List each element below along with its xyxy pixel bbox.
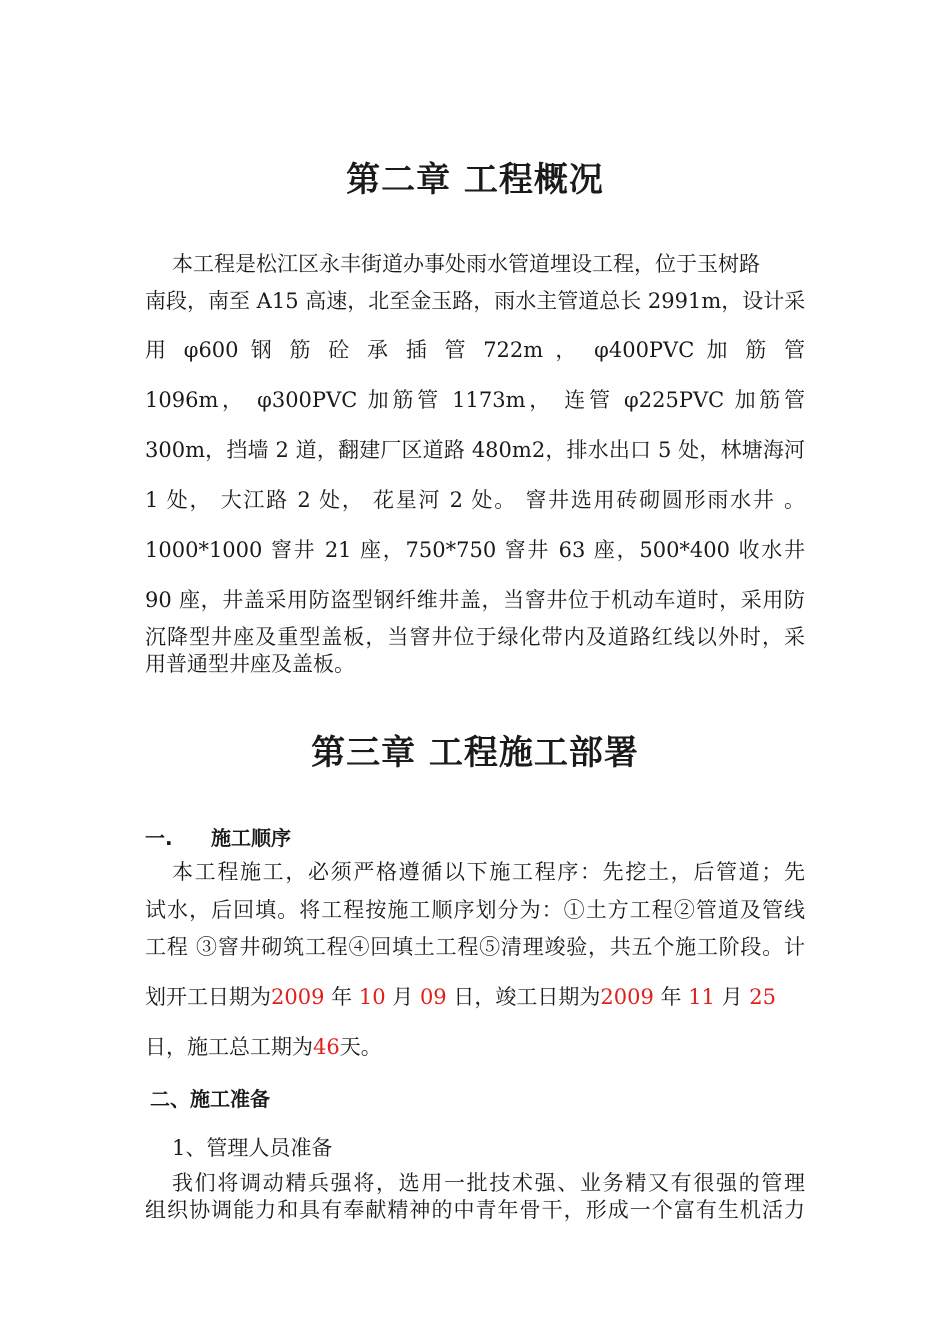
chapter-2-line-10: 用普通型井座及盖板。: [145, 652, 355, 676]
total-duration-line: [145, 1033, 805, 1061]
start-month: 10: [358, 985, 386, 1009]
section-1-title: 施工顺序: [211, 826, 291, 850]
chapter-2-title: 第二章 工程概况: [346, 160, 604, 200]
chapter-2-line-7: 1000*1000 窨井 21 座，750*750 窨井 63 座，500*400 收水井: [145, 538, 805, 562]
start-year: 2009: [271, 985, 325, 1009]
end-month: 11: [688, 985, 715, 1009]
schedule-start-prefix: 划开工日期为: [145, 985, 271, 1009]
end-month-unit: 月: [721, 985, 743, 1009]
day-unit: 日，: [453, 985, 496, 1009]
section-2-line-2: 组织协调能力和具有奉献精神的中青年骨干，形成一个富有生机活力: [145, 1198, 805, 1222]
chapter-3-title: 第三章 工程施工部署: [311, 733, 639, 773]
schedule-line: [145, 983, 805, 1011]
chapter-2-line-3: 用 φ600 钢 筋 砼 承 插 管 722m ， φ400PVC 加 筋 管: [145, 338, 805, 362]
total-prefix: 日，施工总工期为: [145, 1035, 313, 1059]
end-year: 2009: [600, 985, 654, 1009]
section-1-line-1: 本工程施工，必须严格遵循以下施工程序：先挖土，后管道；先: [172, 860, 805, 884]
chapter-2-line-1: 本工程是松江区永丰街道办事处雨水管道埋设工程，位于玉树路: [172, 252, 760, 276]
chapter-2-line-8: 90 座，井盖采用防盗型钢纤维井盖，当窨井位于机动车道时，采用防: [145, 588, 805, 612]
section-2-line-1: 我们将调动精兵强将，选用一批技术强、业务精又有很强的管理: [172, 1171, 805, 1195]
end-year-unit: 年: [660, 985, 682, 1009]
chapter-2-line-2: 南段，南至 A15 高速，北至金玉路，雨水主管道总长 2991m，设计采: [145, 289, 806, 313]
total-days: 46: [313, 1035, 340, 1059]
end-day: 25: [749, 985, 777, 1009]
month-unit: 月: [392, 985, 414, 1009]
chapter-2-line-4: 1096m， φ300PVC 加筋管 1173m， 连管 φ225PVC 加筋管: [145, 388, 805, 412]
chapter-2-line-5: 300m，挡墙 2 道，翻建厂区道路 480m2，排水出口 5 处，林塘海河: [145, 438, 805, 462]
chapter-2-line-9: 沉降型井座及重型盖板，当窨井位于绿化带内及道路红线以外时，采: [145, 625, 805, 649]
section-1-number: 一.: [145, 826, 173, 850]
section-2-item-1: 1、管理人员准备: [172, 1136, 333, 1160]
section-1-line-3: 工程 ③窨井砌筑工程④回填土工程⑤清理竣验，共五个施工阶段。计: [145, 935, 805, 959]
total-unit: 天。: [339, 1035, 382, 1059]
section-1-heading: [145, 822, 291, 851]
section-1-line-2: 试水，后回填。将工程按施工顺序划分为：①土方工程②管道及管线: [145, 898, 805, 922]
year-unit: 年: [331, 985, 353, 1009]
start-day: 09: [419, 985, 447, 1009]
section-2-heading: 二、施工准备: [150, 1087, 270, 1111]
chapter-2-line-6: 1 处， 大江路 2 处， 花星河 2 处。 窨井选用砖砌圆形雨水井 。: [145, 488, 805, 512]
schedule-end-prefix: 竣工日期为: [495, 985, 601, 1009]
